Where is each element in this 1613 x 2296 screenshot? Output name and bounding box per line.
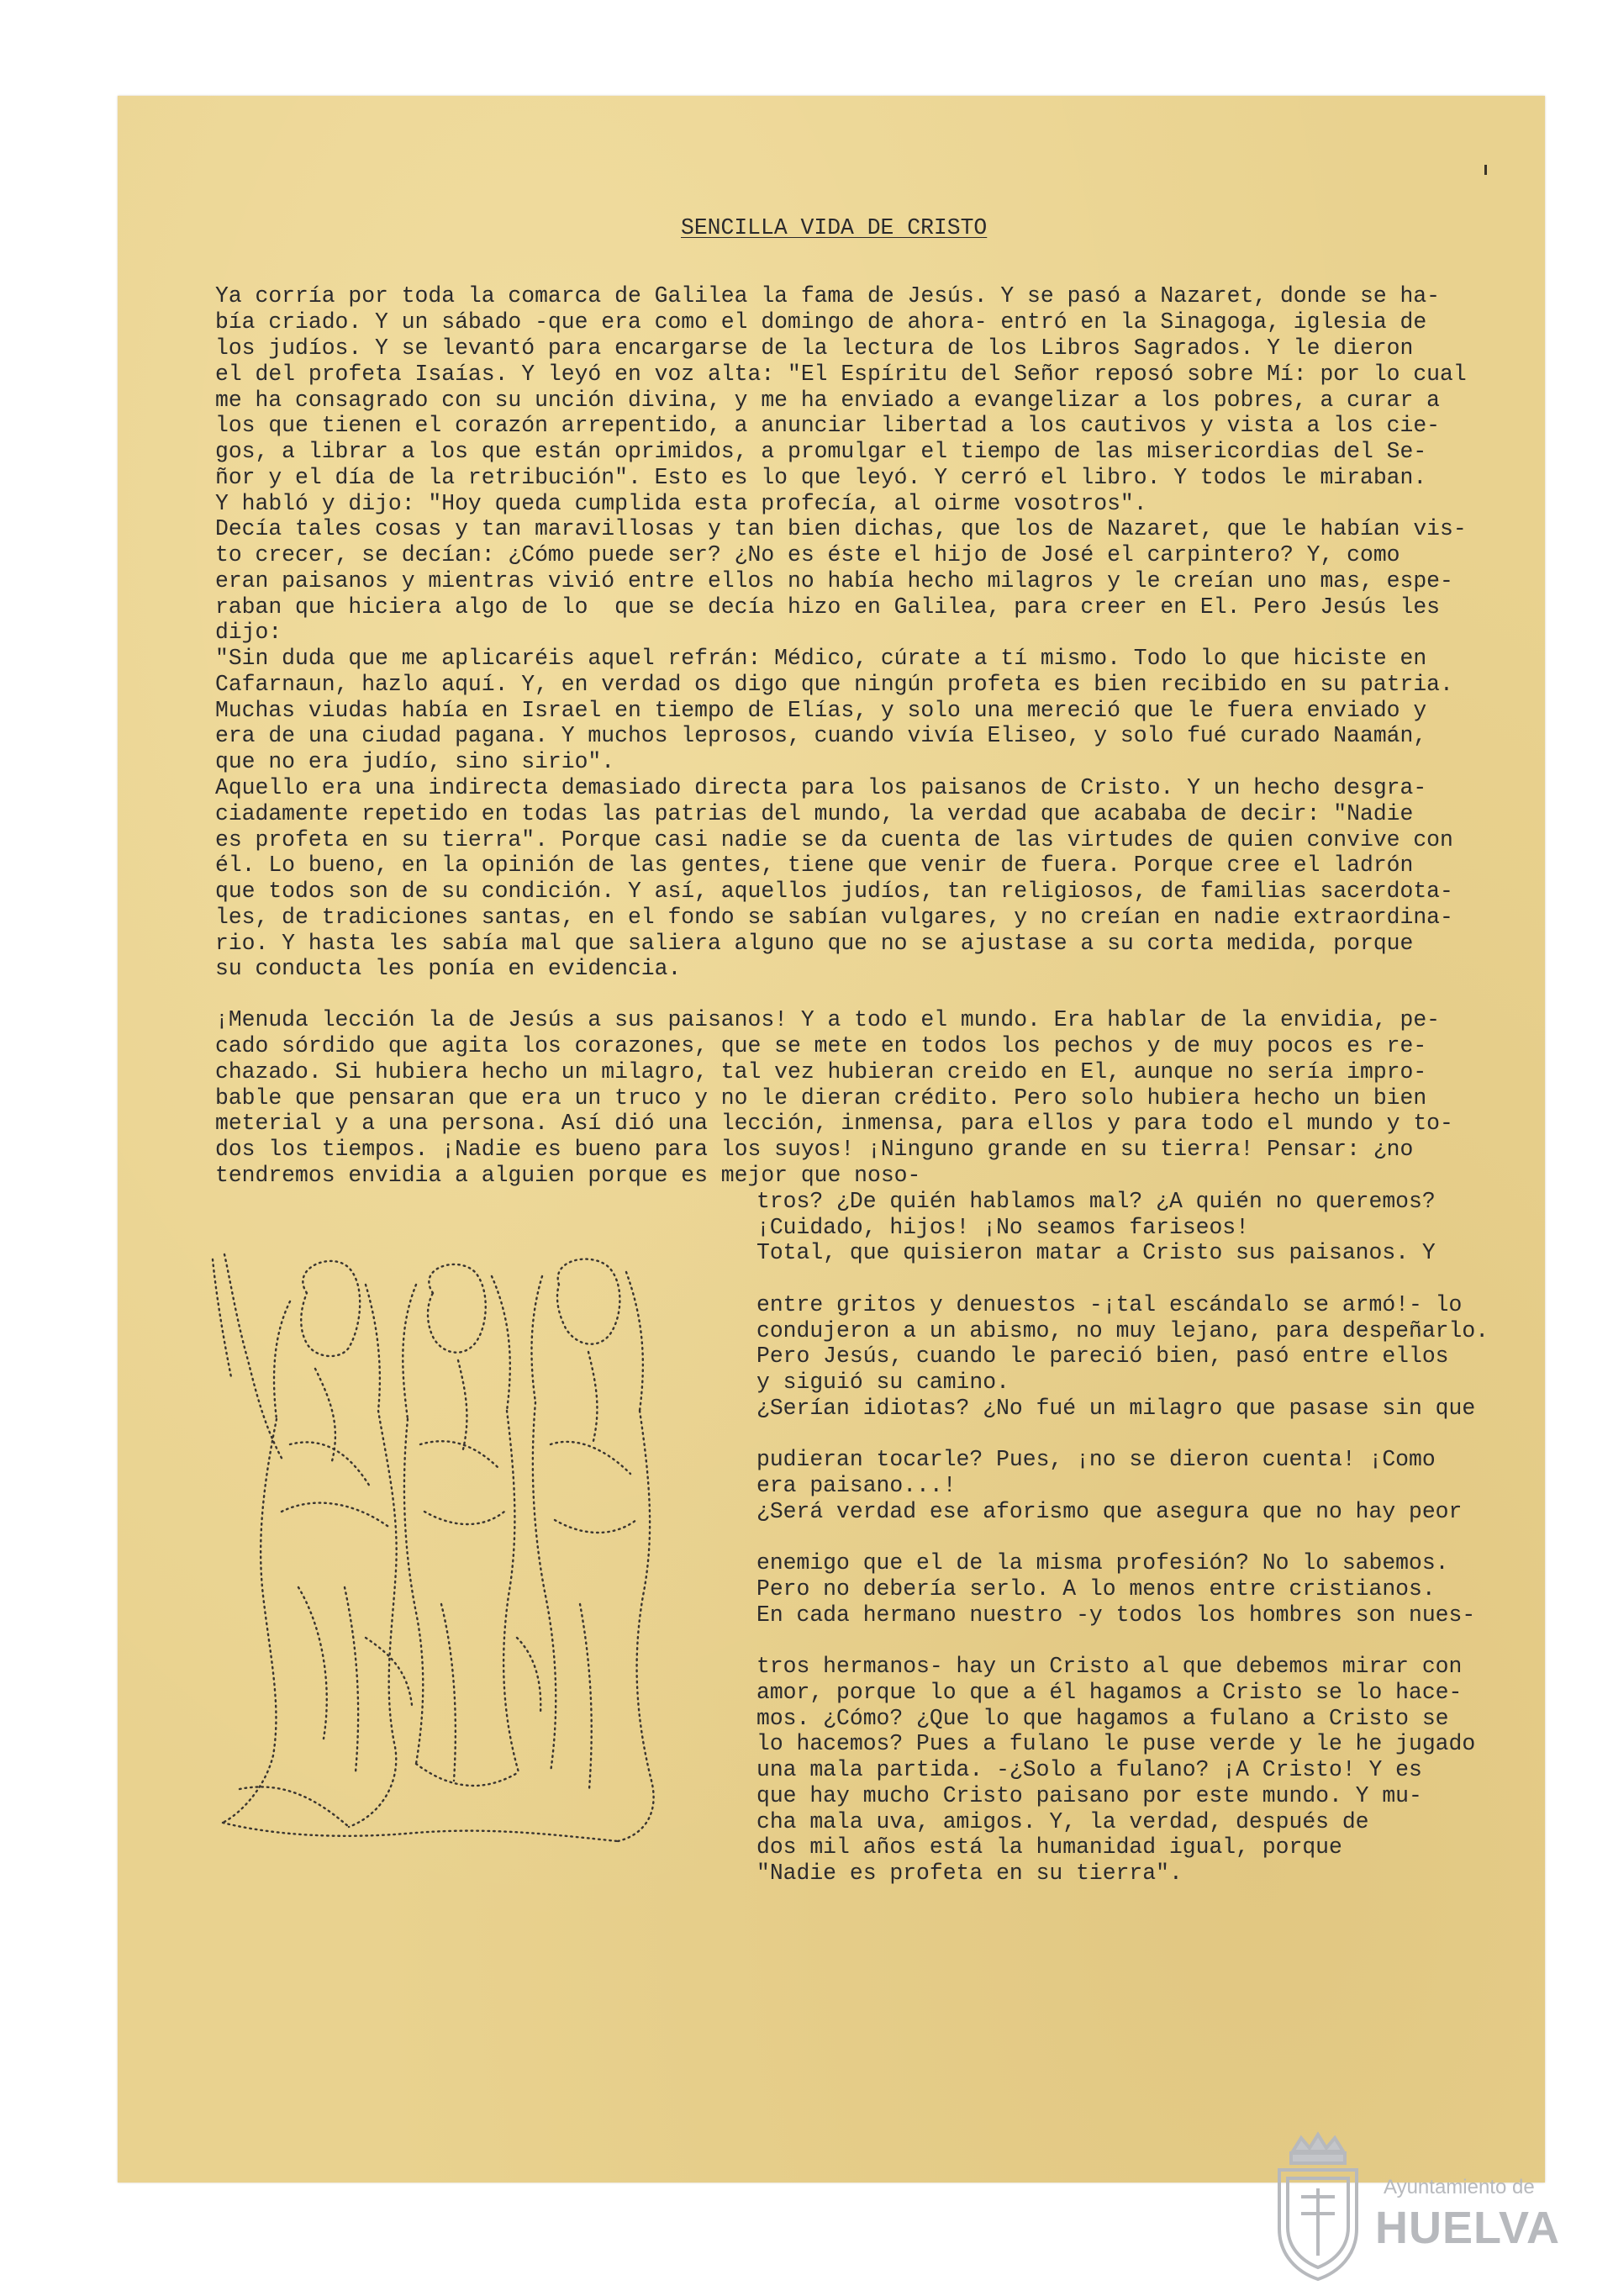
text-line: entre gritos y denuestos -¡tal escándalo se armó!- lo [756,1292,1463,1317]
text-line: meterial y a una persona. Así dió una lección, inmensa, para ellos y para todo el mundo y to- [215,1111,1453,1136]
text-line: ñor y el día de la retribución". Esto es lo que leyó. Y cerró el libro. Y todos le miraban. [215,465,1427,490]
text-line: ¿Será verdad ese aforismo que asegura que no hay peor [756,1499,1463,1524]
text-line: ciadamente repetido en todas las patrias del mundo, la verdad que acababa de decir: "Nadie [215,801,1414,826]
text-line: En cada hermano nuestro -y todos los hombres son nues- [756,1602,1476,1628]
text-line: Decía tales cosas y tan maravillosas y tan bien dichas, que los de Nazaret, que le habían vis- [215,516,1467,541]
text-line: les, de tradiciones santas, en el fondo se sabían vulgares, y no creían en nadie extraordina- [215,905,1453,930]
text-line: Cafarnaun, hazlo aquí. Y, en verdad os digo que ningún profeta es bien recibido en su patria. [215,672,1453,697]
text-line: Pero Jesús, cuando le pareció bien, pasó entre ellos [756,1343,1449,1369]
text-line: to crecer, se decían: ¿Cómo puede ser? ¿No es éste el hijo de José el carpintero? Y, como [215,542,1400,567]
text-line: amor, porque lo que a él hagamos a Cristo se lo hace- [756,1680,1463,1705]
text-line: ¡Cuidado, hijos! ¡No seamos fariseos! [756,1215,1249,1240]
text-line: tros? ¿De quién hablamos mal? ¿A quién no queremos? [756,1189,1436,1214]
text-line: los que tienen el corazón arrepentido, a anunciar libertad a los cautivos y vista a los cie- [215,413,1441,438]
text-line: él. Lo bueno, en la opinión de las gentes, tiene que venir de fuera. Porque cree el ladrón [215,852,1414,878]
text-line: Aquello era una indirecta demasiado directa para los paisanos de Cristo. Y un hecho desgra- [215,775,1427,800]
text-line: tendremos envidia a alguien porque es mejor que noso- [215,1163,921,1188]
text-line: Muchas viudas había en Israel en tiempo de Elías, y solo una mereció que le fuera enviado y [215,698,1427,723]
text-line: lo hacemos? Pues a fulano le puse verde y le he jugado [756,1731,1476,1756]
dotted-figures-illustration [206,1234,744,1848]
text-line: dos los tiempos. ¡Nadie es bueno para los suyos! ¡Ninguno grande en su tierra! Pensar: ¿no [215,1137,1414,1162]
text-line: cha mala uva, amigos. Y, la verdad, después de [756,1809,1369,1834]
text-line: Y habló y dijo: "Hoy queda cumplida esta profecía, al oirme vosotros". [215,491,1147,516]
text-line: es profeta en su tierra". Porque casi nadie se da cuenta de las virtudes de quien convive con [215,827,1453,852]
text-line: condujeron a un abismo, no muy lejano, para despeñarlo. [756,1318,1489,1343]
text-line: era paisano...! [756,1473,957,1498]
city-coat-of-arms-icon [1268,2130,1368,2286]
text-line: dijo: [215,620,282,645]
text-line: cado sórdido que agita los corazones, que se mete en todos los pechos y de muy pocos es re- [215,1033,1427,1058]
text-line: "Nadie es profeta en su tierra". [756,1861,1183,1886]
page-title: SENCILLA VIDA DE CRISTO [681,215,988,240]
text-line: era de una ciudad pagana. Y muchos leprosos, cuando vivía Eliseo, y solo fué curado Naamán, [215,723,1427,748]
text-line: mos. ¿Cómo? ¿Que lo que hagamos a fulano a Cristo se [756,1706,1449,1731]
text-line: y siguió su camino. [756,1370,1009,1395]
text-line: raban que hiciera algo de lo que se decía hizo en Galilea, para creer en El. Pero Jesús les [215,594,1441,620]
text-line: Total, que quisieron matar a Cristo sus paisanos. Y [756,1240,1436,1265]
watermark-city-name: HUELVA [1375,2203,1560,2253]
text-line: me ha consagrado con su unción divina, y me ha enviado a evangelizar a los pobres, a curar a [215,388,1441,413]
text-line: que todos son de su condición. Y así, aquellos judíos, tan religiosos, de familias sacerdota- [215,879,1453,904]
text-line: eran paisanos y mientras vivió entre ellos no había hecho milagros y le creían uno mas, espe- [215,568,1453,594]
ink-mark [1484,165,1487,175]
text-line: chazado. Si hubiera hecho un milagro, tal vez hubieran creido en El, aunque no sería impro- [215,1059,1427,1085]
text-line: ¿Serían idiotas? ¿No fué un milagro que pasase sin que [756,1396,1476,1421]
text-line: los judíos. Y se levantó para encargarse de la lectura de los Libros Sagrados. Y le dieron [215,335,1414,361]
text-line: que no era judío, sino sirio". [215,749,615,774]
text-line: su conducta les ponía en evidencia. [215,956,682,981]
text-line: dos mil años está la humanidad igual, porque [756,1834,1342,1860]
text-line: bía criado. Y un sábado -que era como el domingo de ahora- entró en la Sinagoga, iglesia de [215,309,1427,335]
text-line: enemigo que el de la misma profesión? No lo sabemos. [756,1550,1449,1576]
text-line: gos, a librar a los que están oprimidos, a promulgar el tiempo de las misericordias del Se- [215,439,1427,464]
text-line: ¡Menuda lección la de Jesús a sus paisanos! Y a todo el mundo. Era hablar de la envidia, pe- [215,1007,1441,1032]
watermark-caption: Ayuntamiento de [1384,2176,1535,2198]
text-line: pudieran tocarle? Pues, ¡no se dieron cuenta! ¡Como [756,1447,1436,1472]
text-line: que hay mucho Cristo paisano por este mundo. Y mu- [756,1783,1422,1808]
text-line: "Sin duda que me aplicaréis aquel refrán: Médico, cúrate a tí mismo. Todo lo que hiciste en [215,646,1427,671]
text-line: bable que pensaran que era un truco y no le dieran crédito. Pero solo hubiera hecho un bien [215,1085,1427,1111]
text-line: Pero no debería serlo. A lo menos entre cristianos. [756,1576,1436,1602]
text-line: tros hermanos- hay un Cristo al que debemos mirar con [756,1654,1463,1679]
text-line: Ya corría por toda la comarca de Galilea la fama de Jesús. Y se pasó a Nazaret, donde se ha- [215,283,1441,309]
text-line: rio. Y hasta les sabía mal que saliera alguno que no se ajustase a su corta medida, porque [215,931,1414,956]
text-line: el del profeta Isaías. Y leyó en voz alta: "El Espíritu del Señor reposó sobre Mí: por lo cual [215,362,1467,387]
text-line: una mala partida. -¿Solo a fulano? ¡A Cristo! Y es [756,1757,1422,1782]
